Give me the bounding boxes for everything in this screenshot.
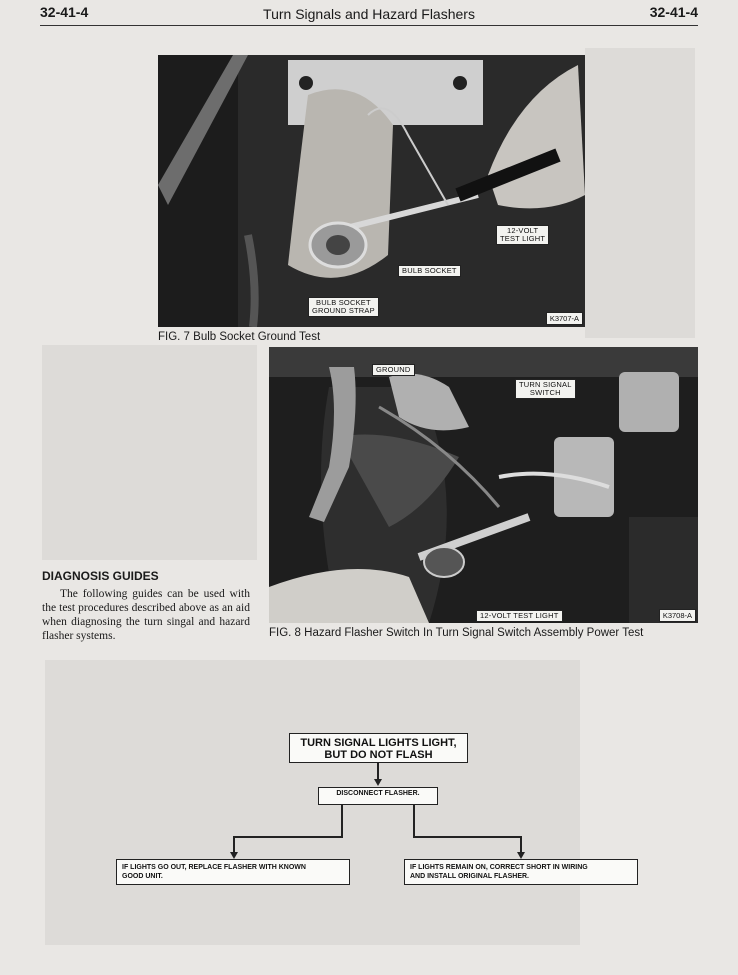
callout-12-volt-test-light	[476, 610, 563, 622]
callout-text: BULB SOCKET	[402, 266, 457, 275]
flowchart-connector	[377, 763, 379, 779]
flowchart-box-step	[318, 787, 438, 805]
callout-text: 12-VOLT TEST LIGHT	[500, 226, 546, 243]
fig7-caption: FIG. 7 Bulb Socket Ground Test	[158, 331, 321, 343]
fig7-photo	[158, 55, 585, 327]
bleed-through-right	[585, 48, 695, 338]
flowchart-outcome-right-text: IF LIGHTS REMAIN ON, CORRECT SHORT IN WIRING AND INSTALL ORIGINAL FLASHER.	[410, 864, 588, 880]
fig7-photo-illustration	[158, 55, 585, 327]
fig8-caption: FIG. 8 Hazard Flasher Switch In Turn Signal Switch Assembly Power Test	[269, 627, 644, 639]
flowchart-connector	[520, 836, 522, 852]
callout-ground	[372, 364, 415, 376]
callout-text: 12-VOLT TEST LIGHT	[480, 611, 559, 620]
flowchart-connector	[233, 836, 343, 838]
bleed-through-left	[42, 345, 257, 560]
flowchart-connector	[233, 836, 235, 852]
page-number-left: 32-41-4	[40, 4, 89, 20]
flowchart-box-outcome-left	[116, 859, 350, 885]
callout-bulb-socket	[398, 265, 461, 277]
flowchart-arrowhead	[230, 852, 238, 859]
fig8-code: K3708-A	[659, 609, 696, 622]
flowchart-box-symptom	[289, 733, 468, 763]
fig8-photo	[269, 347, 698, 623]
flowchart-connector	[413, 805, 415, 837]
diagnosis-body: The following guides can be used with the test procedures described above as an aid when diagnosing the turn singal and hazard flasher systems.	[42, 588, 250, 642]
page-title: Turn Signals and Hazard Flashers	[263, 6, 475, 22]
page-number-right: 32-41-4	[649, 4, 698, 20]
flowchart-arrowhead	[517, 852, 525, 859]
diagnosis-heading: DIAGNOSIS GUIDES	[42, 569, 159, 583]
header-rule	[40, 25, 698, 26]
callout-text: BULB SOCKET GROUND STRAP	[312, 298, 375, 315]
callout-turn-signal-switch	[515, 379, 576, 399]
bleed-through-bottom	[45, 660, 580, 945]
fig8-photo-illustration	[269, 347, 698, 623]
callout-bulb-socket-ground-strap	[308, 297, 379, 317]
flowchart-connector	[341, 805, 343, 837]
flowchart-outcome-left-text: IF LIGHTS GO OUT, REPLACE FLASHER WITH KNOWN GOOD UNIT.	[122, 864, 306, 880]
flowchart-step-text: DISCONNECT FLASHER.	[336, 790, 420, 797]
callout-text: TURN SIGNAL SWITCH	[519, 380, 572, 397]
flowchart-connector	[413, 836, 521, 838]
callout-text: GROUND	[376, 365, 411, 374]
flowchart-arrowhead	[374, 779, 382, 786]
fig7-code: K3707-A	[546, 312, 583, 325]
callout-12-volt-test-light	[496, 225, 549, 245]
flowchart-symptom-text: TURN SIGNAL LIGHTS LIGHT, BUT DO NOT FLASH	[300, 737, 457, 761]
flowchart-box-outcome-right	[404, 859, 638, 885]
